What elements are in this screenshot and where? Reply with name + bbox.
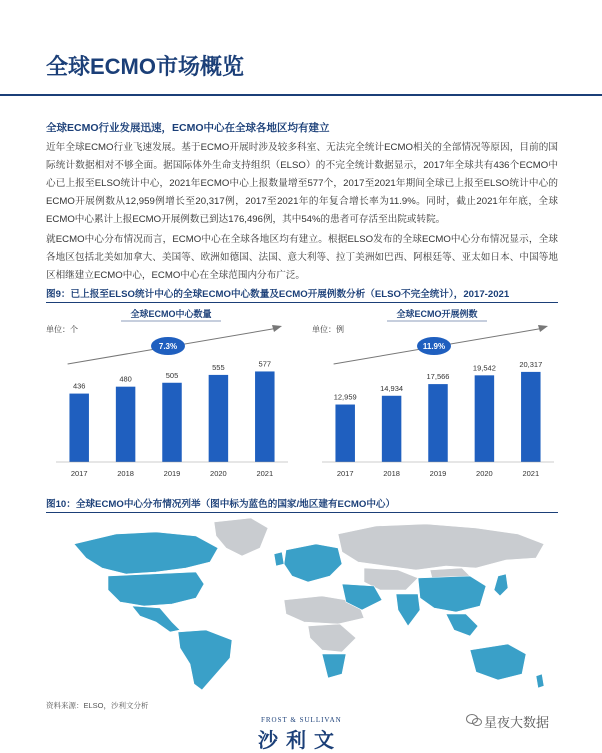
x-tick-2020: 2020 <box>476 469 493 478</box>
bar-2018 <box>116 387 135 462</box>
bar-2020 <box>475 375 494 462</box>
unit-label: 单位：个 <box>46 325 78 334</box>
figure10-caption: 图10：全球ECMO中心分布情况列举（图中标为蓝色的国家/地区建有ECMO中心） <box>46 499 396 510</box>
mexico-central-america-landmass <box>132 606 180 632</box>
x-tick-2018: 2018 <box>117 469 134 478</box>
australia-landmass <box>470 644 526 680</box>
ecmo-centers-bar-chart <box>46 304 296 486</box>
data-label-2018: 14,934 <box>380 383 404 393</box>
ecmo-cases-bar-chart <box>312 304 562 486</box>
russia-landmass <box>338 524 544 570</box>
central-africa-landmass <box>308 624 356 652</box>
x-tick-2021: 2021 <box>256 469 274 478</box>
bar-2018 <box>382 396 401 462</box>
new-zealand-landmass <box>536 674 544 688</box>
page-title: 全球ECMO市场概览 <box>46 54 245 79</box>
x-tick-2017: 2017 <box>336 469 354 478</box>
bar-2017 <box>69 394 88 462</box>
india-landmass <box>396 594 420 626</box>
data-label-2019: 505 <box>165 370 179 380</box>
chart-title: 全球ECMO中心数量 <box>130 309 212 319</box>
cagr-arrow-head <box>272 325 282 332</box>
data-label-2020: 19,542 <box>472 363 496 373</box>
brand-chinese-logo: 沙利文 <box>258 730 342 752</box>
data-label-2021: 20,317 <box>519 359 543 369</box>
cagr-arrow-head <box>538 325 548 332</box>
europe-landmass <box>284 544 342 582</box>
data-label-2021: 577 <box>258 359 272 369</box>
x-tick-2021: 2021 <box>522 469 540 478</box>
x-tick-2018: 2018 <box>383 469 400 478</box>
cagr-label: 11.9% <box>422 342 446 351</box>
south-america-landmass <box>178 630 232 690</box>
south-africa-landmass <box>322 654 346 678</box>
chart-title: 全球ECMO开展例数 <box>396 309 478 319</box>
bar-2019 <box>162 383 181 462</box>
world-ecmo-map <box>46 514 558 692</box>
figure9-divider <box>46 302 558 303</box>
bar-2021 <box>521 372 540 462</box>
x-tick-2019: 2019 <box>163 469 181 478</box>
x-tick-2020: 2020 <box>210 469 227 478</box>
watermark-text: 星夜大数据 <box>484 715 550 730</box>
data-label-2019: 17,566 <box>426 372 450 382</box>
japan-landmass <box>494 574 508 596</box>
bar-2021 <box>255 371 274 462</box>
figure10-divider <box>46 512 558 513</box>
alaska-canada-landmass <box>74 532 218 574</box>
china-landmass <box>418 576 486 612</box>
brand-english-logo: FROST & SULLIVAN <box>261 716 342 724</box>
title-divider <box>0 94 602 96</box>
section-subheading: 全球ECMO行业发展迅速，ECMO中心在全球各地区均有建立 <box>46 122 330 134</box>
figure9-caption: 图9：已上报至ELSO统计中心的全球ECMO中心数量及ECMO开展例数分析（ELSO不完全统计），2017-2021 <box>46 289 510 300</box>
cagr-label: 7.3% <box>158 342 178 351</box>
southeast-asia-landmass <box>446 614 478 636</box>
body-paragraph-2: 就ECMO中心分布情况而言，ECMO中心在全球各地区均有建立。根据ELSO发布的全球ECMO中心分布情况显示，全球各地区包括北美如加拿大、美国等、欧洲如德国、法国、意大利等、拉丁美洲如巴西、阿根廷等、亚太如日本、中国等地区相继建立ECMO中心，ECMO中心在全球范围内分布广泛。 <box>46 234 558 281</box>
data-label-2020: 555 <box>212 362 225 372</box>
x-tick-2019: 2019 <box>429 469 447 478</box>
uk-landmass <box>274 552 284 566</box>
body-paragraph-1: 近年全球ECMO行业飞速发展。基于ECMO开展时涉及较多科室、无法完全统计ECMO相关的全部情况等原因，目前的国际统计数据相对不够全面。据国际体外生命支持组织（ELSO）的不完全统计数据显示，2017年全球共有436个ECMO中心已上报至ELSO统计中心，2021年ECMO中心上报数量增至577个，2017至2021年期间全球已上报至ELSO统计中心的ECMO开展例数从12,959例增长至20,317例，2017至2021年的年复合增长率为11.9%。同时，截止2021年年底，全球ECMO中心累计上报ECMO开展例数已到达176,496例，其中54%的患者可存活至出院或转院。 <box>46 142 558 225</box>
data-label-2017: 436 <box>72 381 86 391</box>
greenland-landmass <box>214 518 268 556</box>
x-tick-2017: 2017 <box>70 469 88 478</box>
wechat-icon <box>466 714 482 726</box>
unit-label: 单位：例 <box>312 325 344 334</box>
usa-landmass <box>108 572 204 606</box>
data-label-2018: 480 <box>119 374 132 384</box>
bar-2019 <box>428 384 447 462</box>
data-label-2017: 12,959 <box>333 392 357 402</box>
source-note: 资料来源：ELSO，沙利文分析 <box>46 701 149 710</box>
bar-2017 <box>335 405 354 462</box>
bar-2020 <box>209 375 228 462</box>
